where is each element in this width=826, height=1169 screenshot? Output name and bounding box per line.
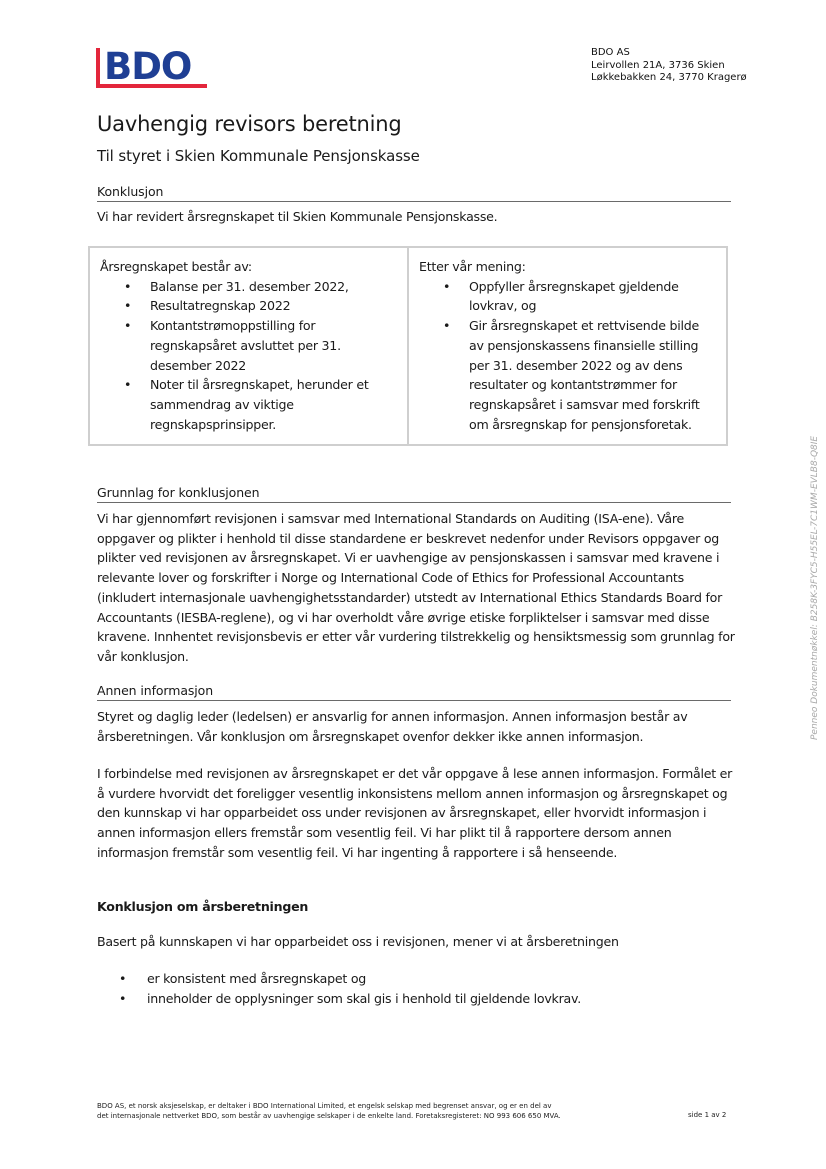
footer-legal-text: BDO AS, et norsk aksjeselskap, er deltaker i BDO International Limited, et engelsk selskap med begrenset ansvar, og er en del av det internasjonale nettverket BDO, som består av uavhengige selskaper i de enkelte land. Foretaksregisteret: NO 993 606 650 MVA.: [97, 1102, 561, 1120]
list-item: • Resultatregnskap 2022: [100, 296, 397, 316]
bullet-icon: •: [124, 377, 132, 393]
bullet-icon: •: [119, 991, 127, 1006]
konklusjon-intro: Vi har revidert årsregnskapet til Skien Kommunale Pensjonskasse.: [97, 209, 498, 224]
bdo-logo: [96, 44, 208, 90]
bullet-icon: •: [124, 298, 132, 314]
table-col-right: [409, 248, 726, 444]
table-col-heading: Årsregnskapet består av:: [100, 259, 252, 274]
page-number: side 1 av 2: [688, 1111, 727, 1119]
bullet-icon: •: [443, 318, 451, 334]
list-item: • Kontantstrømoppstilling for regnskapsåret avsluttet per 31. desember 2022: [100, 316, 397, 375]
address-line: Leirvollen 21A, 3736 Skien: [591, 59, 725, 71]
section-heading-konklusjon-arsberetning: Konklusjon om årsberetningen: [97, 899, 309, 914]
list-item: • Noter til årsregnskapet, herunder et sammendrag av viktige regnskapsprinsipper.: [100, 375, 397, 434]
section-heading-grunnlag: Grunnlag for konklusjonen: [97, 485, 731, 503]
page-subtitle: Til styret i Skien Kommunale Pensjonskasse: [97, 147, 420, 165]
konklusjon-arsberetning-intro: Basert på kunnskapen vi har opparbeidet oss i revisjonen, mener vi at årsberetningen: [97, 934, 619, 949]
grunnlag-body: Vi har gjennomført revisjonen i samsvar med International Standards on Auditing (ISA-ene). Våre oppgaver og plikter i henhold til disse standardene er beskrevet nedenfor under Revisors oppgaver og plikter ved revisjonen av årsregnskapet. Vi er uavhengige av pensjonskassen i samsvar med kravene i relevante lover og forskrifter i Norge og International Code of Ethics for Professional Accountants (inkludert internasjonale uavhengighetsstandarder) utstedt av International Ethics Standards Board for Accountants (IESBA-reglene), og vi har overholdt våre øvrige etiske forpliktelser i samsvar med disse kravene. Innhentet revisjonsbevis er etter vår vurdering tilstrekkelig og hensiktsmessig som grunnlag for vår konklusjon.: [97, 511, 735, 664]
table-col-left: [90, 248, 409, 444]
konklusjon-arsberetning-list: [97, 969, 737, 1009]
address-line: Løkkebakken 24, 3770 Kragerø: [591, 72, 747, 83]
bullet-icon: •: [124, 318, 132, 334]
annen-informasjon-para1: Styret og daglig leder (ledelsen) er ansvarlig for annen informasjon. Annen informasjon består av årsberetningen. Vår konklusjon om årsregnskapet ovenfor dekker ikke annen informasjon.: [97, 709, 688, 744]
bullet-icon: •: [443, 278, 451, 294]
address-line: BDO AS: [591, 47, 630, 58]
section-heading-konklusjon: Konklusjon: [97, 184, 731, 202]
section-heading-annen-informasjon: Annen informasjon: [97, 683, 731, 701]
konklusjon-table: [88, 246, 728, 446]
list-item: • er konsistent med årsregnskapet og: [97, 969, 737, 989]
company-address: [591, 47, 747, 85]
table-col-heading: Etter vår mening:: [419, 259, 526, 274]
bullet-icon: •: [124, 278, 132, 294]
bdo-logo-icon: [96, 44, 208, 90]
list-item: • Balanse per 31. desember 2022,: [100, 277, 397, 297]
penneo-watermark: Penneo Dokumentnøkkel: B258K-3FYC5-H55EL-7C1WM-EVLB8-Q8IE: [810, 435, 820, 740]
list-item: • inneholder de opplysninger som skal gis i henhold til gjeldende lovkrav.: [97, 989, 737, 1009]
list-item: • Oppfyller årsregnskapet gjeldende lovkrav, og: [419, 277, 716, 316]
bullet-icon: •: [119, 971, 127, 986]
page-title: Uavhengig revisors beretning: [97, 112, 402, 136]
annen-informasjon-para2: I forbindelse med revisjonen av årsregnskapet er det vår oppgave å lese annen informasjon. Formålet er å vurdere hvorvidt det foreligger vesentlig inkonsistens mellom annen informasjon og årsregnskapet og den kunnskap vi har opparbeidet oss under revisjonen av årsregnskapet, eller hvorvidt informasjon i annen informasjon ellers fremstår som vesentlig feil. Vi har plikt til å rapportere dersom annen informasjon fremstår som vesentlig feil. Vi har ingenting å rapportere i så henseende.: [97, 766, 733, 860]
list-item: • Gir årsregnskapet et rettvisende bilde av pensjonskassens finansielle stilling per 31. desember 2022 og av dens resultater og kontantstrømmer for regnskapsåret i samsvar med forskrift om årsregnskap for pensjonsforetak.: [419, 316, 716, 434]
svg-text:BDO: BDO: [104, 45, 192, 88]
